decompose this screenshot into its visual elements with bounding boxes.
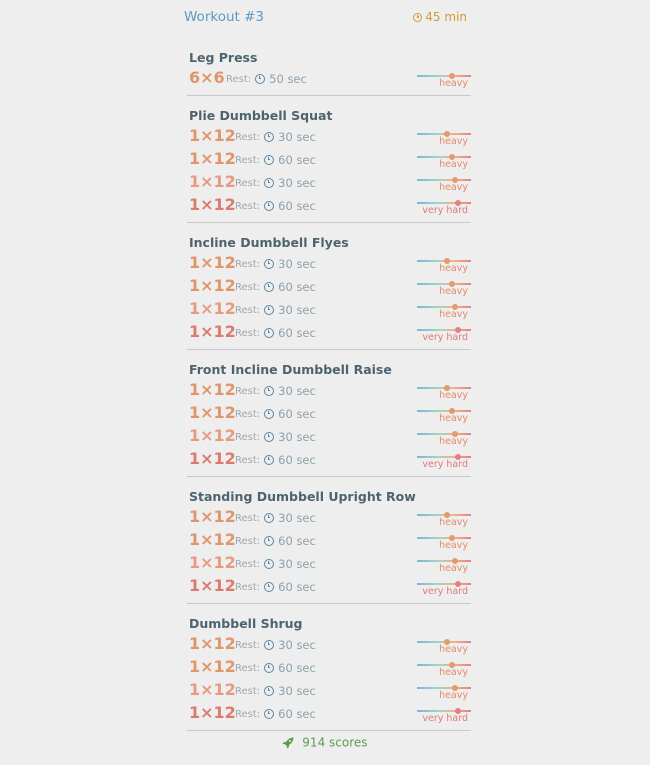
rest-label: Rest: <box>226 73 252 85</box>
intensity-label: heavy <box>439 436 468 447</box>
slider-track <box>417 710 471 712</box>
exercise-name[interactable]: Standing Dumbbell Upright Row <box>189 489 416 504</box>
intensity-label: heavy <box>439 413 468 424</box>
slider-track <box>417 410 471 412</box>
set-reps: 1×12 <box>189 322 236 341</box>
set-row[interactable] <box>189 298 469 321</box>
workout-duration <box>413 10 467 24</box>
rest-value: 60 sec <box>278 280 316 294</box>
rest-info <box>235 257 316 271</box>
rest-info <box>235 661 316 675</box>
clock-icon <box>264 640 274 650</box>
intensity-label: heavy <box>439 78 468 89</box>
rest-label: Rest: <box>235 154 261 166</box>
rest-label: Rest: <box>235 431 261 443</box>
rest-info <box>235 176 316 190</box>
intensity-slider[interactable] <box>417 659 471 677</box>
set-reps: 1×12 <box>189 530 236 549</box>
clock-icon <box>264 582 274 592</box>
intensity-label: heavy <box>439 563 468 574</box>
intensity-label: heavy <box>439 390 468 401</box>
set-row[interactable] <box>189 275 469 298</box>
rest-value: 60 sec <box>278 407 316 421</box>
duration-value: 45 min <box>425 10 467 24</box>
clock-icon <box>255 74 265 84</box>
clock-icon <box>264 686 274 696</box>
intensity-slider[interactable] <box>417 451 471 469</box>
intensity-slider[interactable] <box>417 578 471 596</box>
rest-info <box>235 453 316 467</box>
intensity-label: heavy <box>439 309 468 320</box>
intensity-label: very hard <box>422 459 468 470</box>
intensity-label: heavy <box>439 667 468 678</box>
intensity-slider[interactable] <box>417 197 471 215</box>
clock-icon <box>264 305 274 315</box>
intensity-label: heavy <box>439 159 468 170</box>
intensity-label: heavy <box>439 286 468 297</box>
intensity-slider[interactable] <box>417 555 471 573</box>
rest-info <box>235 511 316 525</box>
intensity-slider[interactable] <box>417 128 471 146</box>
exercise-name[interactable]: Front Incline Dumbbell Raise <box>189 362 392 377</box>
rest-info <box>235 430 316 444</box>
set-row[interactable] <box>189 575 469 598</box>
intensity-slider[interactable] <box>417 705 471 723</box>
intensity-label: heavy <box>439 644 468 655</box>
clock-icon <box>264 178 274 188</box>
intensity-slider[interactable] <box>417 70 471 88</box>
set-row[interactable] <box>189 529 469 552</box>
slider-track <box>417 537 471 539</box>
slider-track <box>417 433 471 435</box>
rest-value: 60 sec <box>278 326 316 340</box>
set-reps: 1×12 <box>189 172 236 191</box>
rest-value: 30 sec <box>278 511 316 525</box>
rest-label: Rest: <box>235 535 261 547</box>
scores-count: 914 scores <box>302 735 368 750</box>
rest-value: 30 sec <box>278 303 316 317</box>
rest-info <box>235 199 316 213</box>
set-reps: 1×12 <box>189 299 236 318</box>
rest-label: Rest: <box>235 200 261 212</box>
intensity-slider[interactable] <box>417 428 471 446</box>
slider-track <box>417 687 471 689</box>
rest-info <box>235 130 316 144</box>
set-reps: 1×12 <box>189 276 236 295</box>
workout-header <box>0 0 650 34</box>
intensity-label: very hard <box>422 332 468 343</box>
clock-icon <box>264 409 274 419</box>
slider-track <box>417 583 471 585</box>
set-row[interactable] <box>189 148 469 171</box>
rest-value: 30 sec <box>278 176 316 190</box>
exercise-block[interactable] <box>187 96 471 223</box>
slider-track <box>417 456 471 458</box>
set-row[interactable] <box>189 425 469 448</box>
exercise-name[interactable]: Plie Dumbbell Squat <box>189 108 333 123</box>
rest-value: 60 sec <box>278 661 316 675</box>
intensity-label: heavy <box>439 517 468 528</box>
rest-label: Rest: <box>235 581 261 593</box>
intensity-label: very hard <box>422 586 468 597</box>
rest-value: 30 sec <box>278 684 316 698</box>
rest-info <box>226 72 307 86</box>
rest-label: Rest: <box>235 512 261 524</box>
rest-label: Rest: <box>235 258 261 270</box>
exercise-block[interactable] <box>187 38 471 96</box>
set-row[interactable] <box>189 67 469 90</box>
clock-icon <box>264 132 274 142</box>
clock-icon <box>264 155 274 165</box>
intensity-slider[interactable] <box>417 324 471 342</box>
slider-track <box>417 283 471 285</box>
clock-icon <box>264 559 274 569</box>
rest-value: 60 sec <box>278 199 316 213</box>
set-row[interactable] <box>189 702 469 725</box>
clock-icon <box>264 201 274 211</box>
rest-info <box>235 684 316 698</box>
set-row[interactable] <box>189 321 469 344</box>
rest-info <box>235 280 316 294</box>
intensity-label: heavy <box>439 263 468 274</box>
slider-track <box>417 560 471 562</box>
set-row[interactable] <box>189 633 469 656</box>
rest-value: 30 sec <box>278 130 316 144</box>
rest-label: Rest: <box>235 685 261 697</box>
clock-icon <box>264 455 274 465</box>
set-reps: 1×12 <box>189 553 236 572</box>
intensity-label: heavy <box>439 182 468 193</box>
rest-info <box>235 707 316 721</box>
clock-icon <box>264 709 274 719</box>
intensity-label: heavy <box>439 136 468 147</box>
rest-label: Rest: <box>235 385 261 397</box>
slider-track <box>417 202 471 204</box>
rest-info <box>235 407 316 421</box>
rest-info <box>235 580 316 594</box>
set-reps: 6×6 <box>189 68 225 87</box>
slider-track <box>417 664 471 666</box>
intensity-slider[interactable] <box>417 278 471 296</box>
set-row[interactable] <box>189 252 469 275</box>
rest-label: Rest: <box>235 558 261 570</box>
scores-footer[interactable] <box>0 735 650 750</box>
set-row[interactable] <box>189 379 469 402</box>
set-reps: 1×12 <box>189 507 236 526</box>
rest-label: Rest: <box>235 131 261 143</box>
set-reps: 1×12 <box>189 403 236 422</box>
clock-icon <box>264 386 274 396</box>
set-row[interactable] <box>189 125 469 148</box>
slider-track <box>417 306 471 308</box>
rest-label: Rest: <box>235 327 261 339</box>
exercise-name[interactable]: Incline Dumbbell Flyes <box>189 235 349 250</box>
intensity-slider[interactable] <box>417 509 471 527</box>
set-row[interactable] <box>189 506 469 529</box>
exercise-name[interactable]: Dumbbell Shrug <box>189 616 303 631</box>
set-row[interactable] <box>189 552 469 575</box>
set-reps: 1×12 <box>189 703 236 722</box>
slider-track <box>417 179 471 181</box>
set-reps: 1×12 <box>189 449 236 468</box>
intensity-slider[interactable] <box>417 532 471 550</box>
rest-value: 60 sec <box>278 580 316 594</box>
set-row[interactable] <box>189 656 469 679</box>
rest-label: Rest: <box>235 662 261 674</box>
clock-icon <box>413 13 422 22</box>
slider-track <box>417 329 471 331</box>
rest-label: Rest: <box>235 177 261 189</box>
set-reps: 1×12 <box>189 657 236 676</box>
clock-icon <box>264 259 274 269</box>
exercise-block[interactable] <box>187 223 471 350</box>
rest-value: 30 sec <box>278 257 316 271</box>
rest-value: 60 sec <box>278 534 316 548</box>
clock-icon <box>264 328 274 338</box>
set-reps: 1×12 <box>189 253 236 272</box>
rest-label: Rest: <box>235 639 261 651</box>
intensity-slider[interactable] <box>417 682 471 700</box>
slider-track <box>417 156 471 158</box>
rest-info <box>235 638 316 652</box>
exercise-block[interactable] <box>187 477 471 604</box>
exercise-list <box>187 38 471 731</box>
intensity-slider[interactable] <box>417 382 471 400</box>
rest-info <box>235 326 316 340</box>
intensity-label: heavy <box>439 540 468 551</box>
set-reps: 1×12 <box>189 149 236 168</box>
set-reps: 1×12 <box>189 680 236 699</box>
rest-value: 30 sec <box>278 430 316 444</box>
set-row[interactable] <box>189 194 469 217</box>
intensity-label: very hard <box>422 205 468 216</box>
set-reps: 1×12 <box>189 576 236 595</box>
exercise-name[interactable]: Leg Press <box>189 50 258 65</box>
rest-value: 30 sec <box>278 384 316 398</box>
clock-icon <box>264 513 274 523</box>
exercise-block[interactable] <box>187 604 471 731</box>
intensity-slider[interactable] <box>417 174 471 192</box>
rest-info <box>235 303 316 317</box>
rest-label: Rest: <box>235 708 261 720</box>
rest-label: Rest: <box>235 408 261 420</box>
set-row[interactable] <box>189 402 469 425</box>
clock-icon <box>264 536 274 546</box>
set-reps: 1×12 <box>189 426 236 445</box>
intensity-label: very hard <box>422 713 468 724</box>
intensity-label: heavy <box>439 690 468 701</box>
rest-value: 60 sec <box>278 453 316 467</box>
intensity-slider[interactable] <box>417 636 471 654</box>
set-reps: 1×12 <box>189 195 236 214</box>
rest-info <box>235 557 316 571</box>
rest-value: 60 sec <box>278 707 316 721</box>
rest-value: 60 sec <box>278 153 316 167</box>
rest-value: 30 sec <box>278 638 316 652</box>
slider-track <box>417 75 471 77</box>
set-reps: 1×12 <box>189 634 236 653</box>
set-row[interactable] <box>189 448 469 471</box>
set-reps: 1×12 <box>189 126 236 145</box>
clock-icon <box>264 663 274 673</box>
rest-value: 50 sec <box>269 72 307 86</box>
clock-icon <box>264 282 274 292</box>
intensity-slider[interactable] <box>417 301 471 319</box>
clock-icon <box>264 432 274 442</box>
set-row[interactable] <box>189 679 469 702</box>
rocket-icon <box>282 737 294 749</box>
rest-label: Rest: <box>235 304 261 316</box>
intensity-slider[interactable] <box>417 151 471 169</box>
set-row[interactable] <box>189 171 469 194</box>
rest-label: Rest: <box>235 281 261 293</box>
rest-info <box>235 384 316 398</box>
rest-label: Rest: <box>235 454 261 466</box>
exercise-block[interactable] <box>187 350 471 477</box>
rest-info <box>235 153 316 167</box>
intensity-slider[interactable] <box>417 405 471 423</box>
workout-title: Workout #3 <box>184 9 265 25</box>
rest-info <box>235 534 316 548</box>
intensity-slider[interactable] <box>417 255 471 273</box>
set-reps: 1×12 <box>189 380 236 399</box>
rest-value: 30 sec <box>278 557 316 571</box>
